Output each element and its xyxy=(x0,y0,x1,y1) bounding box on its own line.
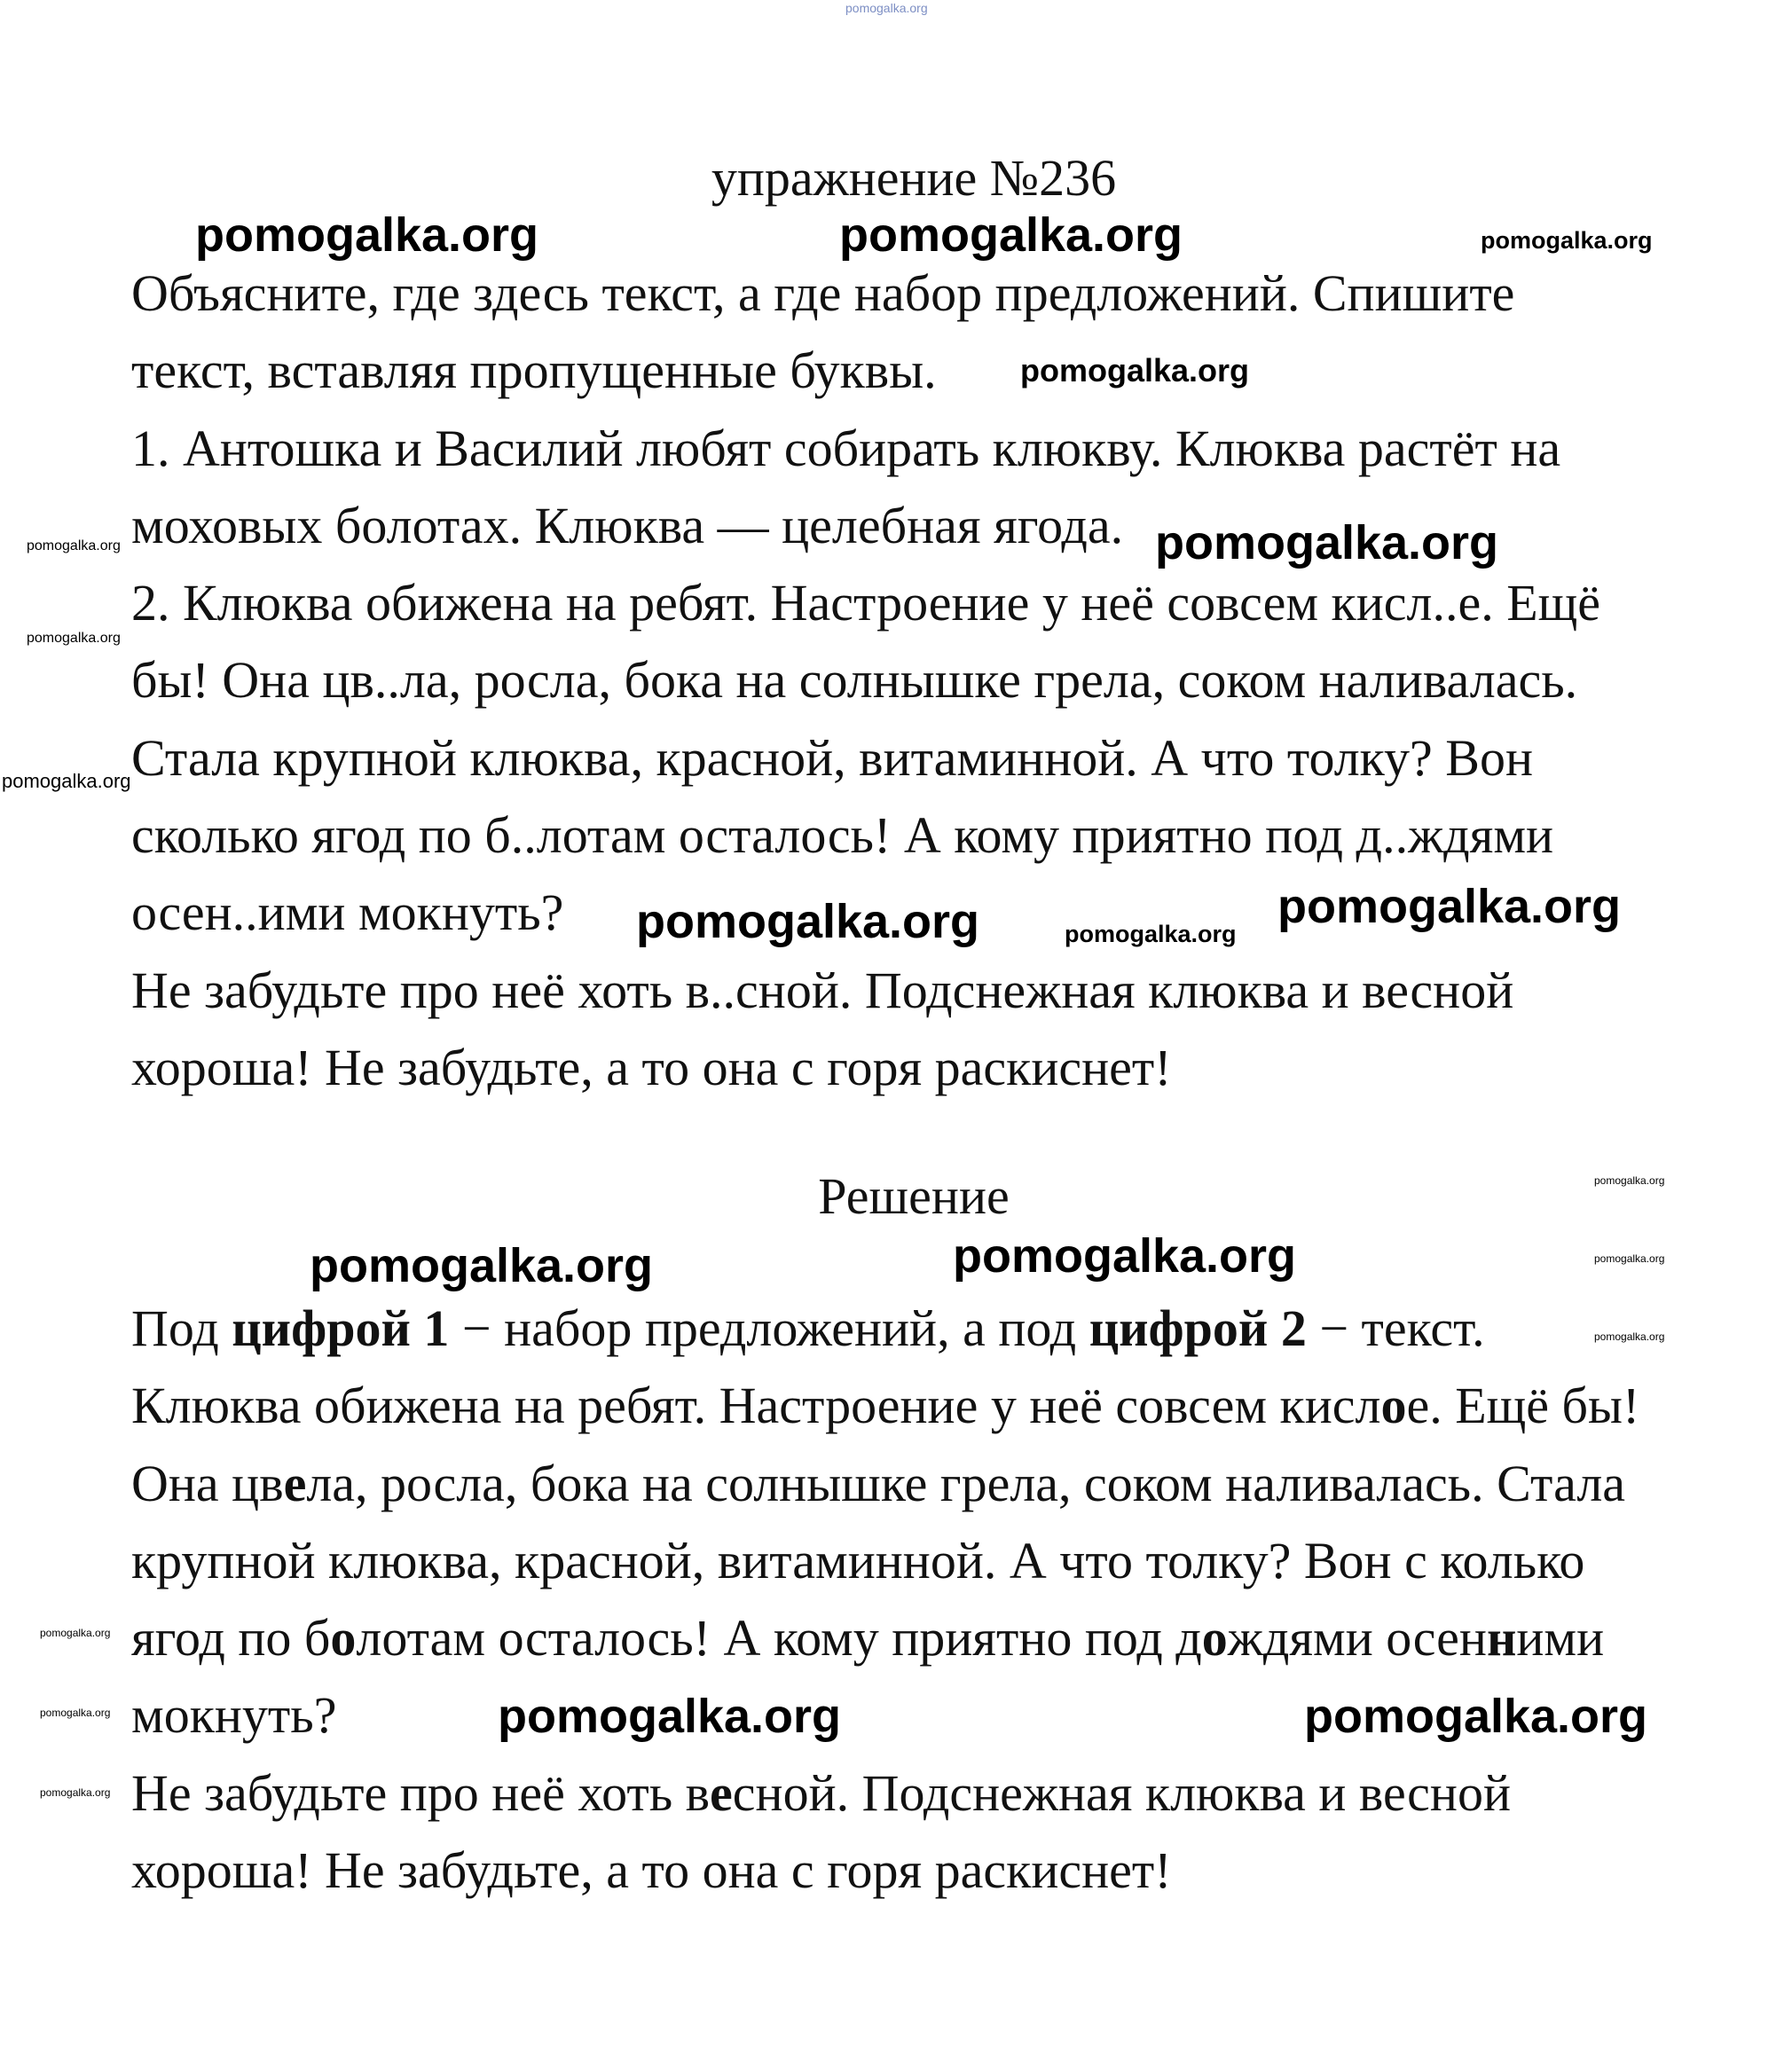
solution-line xyxy=(131,1599,1639,1676)
watermark: pomogalka.org xyxy=(195,208,539,262)
highlighted-letter: цифрой 2 xyxy=(1089,1299,1307,1357)
task-line: Объясните, где здесь текст, а где набор предложений. Спишите xyxy=(131,264,1515,322)
text-segment: Она цв xyxy=(131,1454,284,1512)
highlighted-letter: н xyxy=(1486,1609,1517,1668)
text-segment: лотам осталось! А кому приятно под д xyxy=(356,1609,1202,1668)
task-line: Стала крупной клюква, красной, витаминной. А что толку? Вон xyxy=(131,728,1533,787)
solution-text xyxy=(131,1290,1639,1909)
text-segment: сной. Подснежная клюква и весной xyxy=(732,1763,1511,1822)
watermark: pomogalka.org xyxy=(40,1786,111,1799)
task-text xyxy=(131,255,1600,1106)
task-line: 2. Клюква обижена на ребят. Настроение у неё совсем кисл..е. Ещё xyxy=(131,574,1601,632)
watermark: pomogalka.org xyxy=(1155,516,1499,569)
text-segment: ягод по б xyxy=(131,1609,331,1668)
solution-line xyxy=(131,1445,1639,1522)
watermark: pomogalka.org xyxy=(1277,880,1622,933)
task-line: 1. Антошка и Василий любят собирать клюкву. Клюква растёт на xyxy=(131,419,1561,477)
watermark: pomogalka.org xyxy=(498,1690,842,1743)
highlighted-letter: цифрой 1 xyxy=(232,1299,450,1357)
watermark: pomogalka.org xyxy=(1594,1330,1665,1343)
task-line: хороша! Не забудьте, а то она с горя раскиснет! xyxy=(131,1038,1172,1096)
task-line: текст, вставляя пропущенные буквы. xyxy=(131,341,937,400)
solution-line xyxy=(131,1367,1639,1444)
text-segment: ла, росла, бока на солнышке грела, соком наливалась. Стала xyxy=(306,1454,1626,1512)
watermark: pomogalka.org xyxy=(1020,352,1250,388)
text-segment: крупной клюква, красной, витаминной. А что толку? Вон с колько xyxy=(131,1531,1585,1589)
highlighted-letter: е xyxy=(283,1454,307,1512)
highlighted-letter: о xyxy=(1380,1377,1407,1435)
watermark: pomogalka.org xyxy=(2,770,131,792)
task-line: сколько ягод по б..лотам осталось! А кому приятно под д..ждями xyxy=(131,806,1554,865)
watermark: pomogalka.org xyxy=(40,1707,111,1719)
watermark: pomogalka.org xyxy=(27,538,121,553)
watermark: pomogalka.org xyxy=(27,631,121,646)
text-segment: Под xyxy=(131,1299,232,1357)
highlighted-letter: о xyxy=(1201,1609,1228,1668)
solution-line xyxy=(131,1522,1639,1599)
text-segment: − набор предложений, а под xyxy=(449,1299,1089,1357)
text-segment: Не забудьте про неё хоть в xyxy=(131,1763,711,1822)
highlighted-letter: о xyxy=(330,1609,357,1668)
solution-line xyxy=(131,1832,1639,1909)
exercise-title: упражнение №236 xyxy=(711,149,1117,207)
watermark: pomogalka.org xyxy=(310,1239,654,1292)
watermark: pomogalka.org xyxy=(1594,1174,1665,1187)
text-segment: ими xyxy=(1516,1609,1605,1668)
task-line: осен..ими мокнуть? xyxy=(131,883,564,942)
watermark: pomogalka.org xyxy=(40,1627,111,1639)
text-segment: ждями осен xyxy=(1227,1609,1487,1668)
text-segment: мокнуть? xyxy=(131,1686,337,1745)
watermark: pomogalka.org xyxy=(1594,1252,1665,1265)
solution-line xyxy=(131,1754,1639,1832)
task-line: бы! Она цв..ла, росла, бока на солнышке грела, соком наливалась. xyxy=(131,651,1578,710)
text-segment: − текст. xyxy=(1306,1299,1485,1357)
watermark: pomogalka.org xyxy=(1304,1690,1648,1743)
solution-line xyxy=(131,1290,1639,1367)
watermark: pomogalka.org xyxy=(1065,921,1237,947)
watermark: pomogalka.org xyxy=(1481,227,1653,254)
text-segment: хороша! Не забудьте, а то она с горя раскиснет! xyxy=(131,1841,1172,1900)
highlighted-letter: е xyxy=(710,1763,733,1822)
watermark: pomogalka.org xyxy=(636,895,980,948)
text-segment: Клюква обижена на ребят. Настроение у неё совсем кисл xyxy=(131,1377,1381,1435)
watermark: pomogalka.org xyxy=(953,1229,1297,1283)
task-line: Не забудьте про неё хоть в..сной. Подснежная клюква и весной xyxy=(131,961,1514,1019)
solution-heading: Решение xyxy=(818,1167,1010,1225)
task-line: моховых болотах. Клюква — целебная ягода. xyxy=(131,496,1124,554)
watermark: pomogalka.org xyxy=(839,208,1183,262)
text-segment: е. Ещё бы! xyxy=(1406,1377,1640,1435)
watermark: pomogalka.org xyxy=(845,1,928,15)
